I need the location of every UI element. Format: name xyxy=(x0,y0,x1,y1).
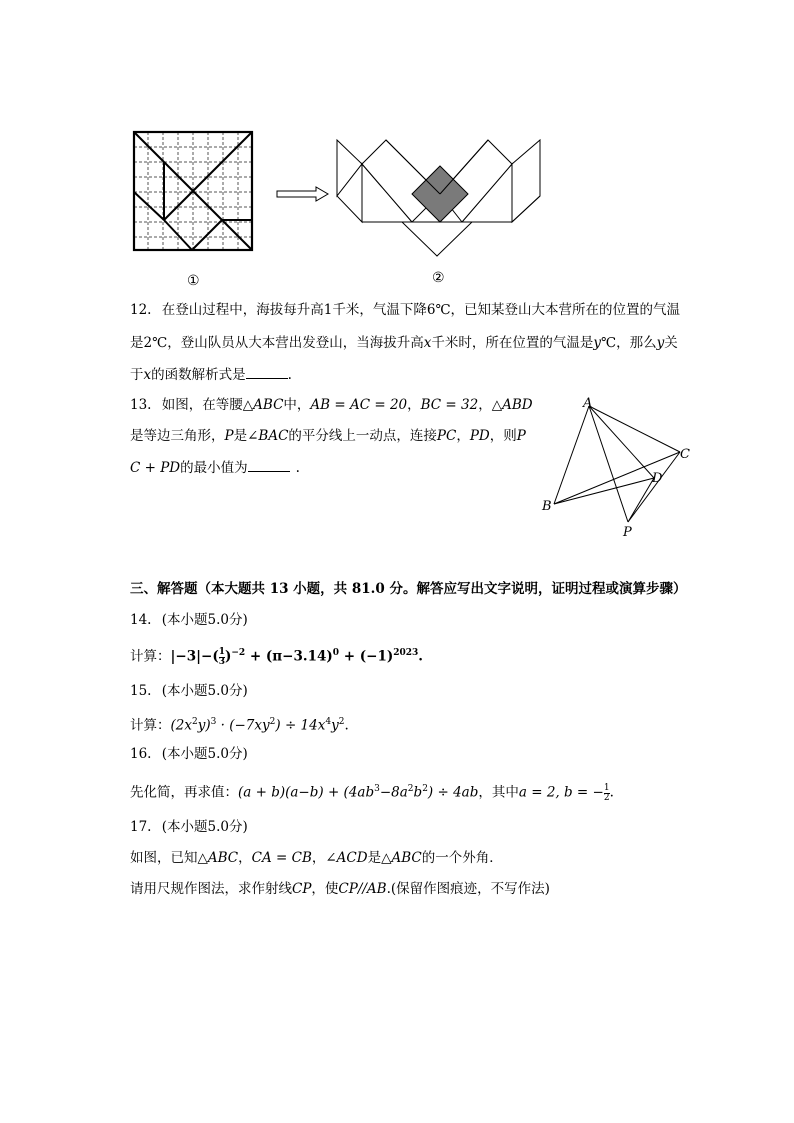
question-number: 15. xyxy=(130,683,152,699)
q15-header: 15. (本小题5.0分) xyxy=(130,683,248,699)
answer-blank xyxy=(246,364,288,379)
question-number: 12. xyxy=(130,302,152,318)
section-heading: 三、解答题（本大题共 13 小题，共 81.0 分。解答应写出文字说明，证明过程或演算步骤） xyxy=(130,581,687,597)
vertex-label-c: C xyxy=(680,447,690,462)
q12-line1: 12. 在登山过程中，海拔每升高1千米，气温下降6℃，已知某登山大本营所在的位置的气温 xyxy=(130,302,681,318)
q17-line1: 如图，已知△ABC，CA = CB，∠ACD是△ABC的一个外角． xyxy=(130,850,503,866)
fraction: $\frac{1}{2}$ xyxy=(603,782,610,803)
q12-line2: 是2℃，登山队员从大本营出发登山，当海拔升高x千米时，所在位置的气温是y℃，那么y关 xyxy=(130,335,678,351)
q17-line2: 请用尺规作图法，求作射线CP，使CP//AB.(保留作图痕迹，不写作法) xyxy=(130,881,550,897)
q13-line3: C + PD的最小值为 . xyxy=(130,457,300,478)
q14-header: 14. (本小题5.0分) xyxy=(130,612,248,628)
q16-header: 16. (本小题5.0分) xyxy=(130,746,248,762)
tangram-crown-figure xyxy=(330,134,550,262)
q15-body: 计算：$(2x^2y)^3 \cdot (-7xy^2) \div 14x^4y^2$. xyxy=(130,717,349,734)
right-arrow-icon xyxy=(276,186,330,202)
q14-body: 计算：|−3|−( $\frac{1}{3}$ )$^{-2} + (\pi-3.14)^0 + (-1)^{2023}$. xyxy=(130,646,423,667)
q13-line1: 13. 如图，在等腰△ABC中，AB = AC = 20，BC = 32，△ABD xyxy=(130,397,533,413)
question-number: 17. xyxy=(130,819,152,835)
question-number: 16. xyxy=(130,746,152,762)
question-number: 13. xyxy=(130,397,152,413)
figure-label-2: ② xyxy=(432,270,445,286)
vertex-label-d: D xyxy=(652,471,663,486)
vertex-label-a: A xyxy=(583,396,593,411)
answer-blank xyxy=(248,457,290,472)
triangle-abc-figure xyxy=(538,394,698,542)
q12-line3: 于x的函数解析式是 . xyxy=(130,364,292,385)
q13-line2: 是等边三角形，P是∠BAC的平分线上一动点，连接PC，PD，则P xyxy=(130,428,526,444)
tangram-square-figure xyxy=(128,128,258,254)
q16-body: 先化简，再求值：$(a + b)(a-b) + (4ab^3-8a^2b^2) \div 4ab$，其中a = 2, b = − $\frac{1}{2}$ . xyxy=(130,782,614,803)
figure-label-1: ① xyxy=(187,273,200,289)
fraction: $\frac{1}{3}$ xyxy=(218,646,225,667)
q17-header: 17. (本小题5.0分) xyxy=(130,819,248,835)
vertex-label-b: B xyxy=(542,499,552,514)
question-number: 14. xyxy=(130,612,152,628)
vertex-label-p: P xyxy=(623,525,632,540)
